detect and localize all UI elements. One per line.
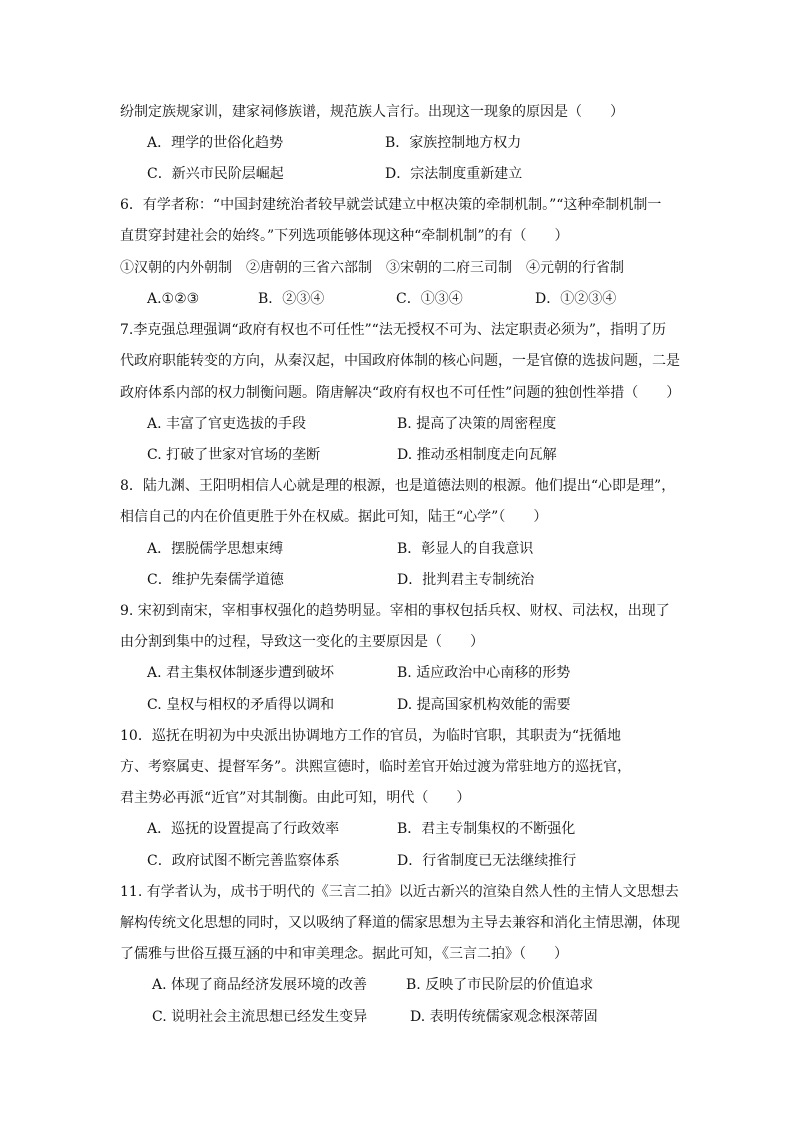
q11-option-b: B. 反映了市民阶层的价值追求	[406, 977, 594, 993]
q6-option-d: D．①②③④	[535, 291, 617, 307]
q8-stem-line-2: 相信自己的内在价值更胜于外在权威。据此可知，陆王“心学”（ ）	[120, 509, 548, 525]
q5-option-c: C．新兴市民阶层崛起	[147, 166, 284, 182]
q8-option-d: D．批判君主专制统治	[397, 572, 535, 588]
q5-stem-tail: 纷制定族规家训，建家祠修族谱，规范族人言行。出现这一现象的原因是（ ）	[120, 104, 624, 120]
q7-stem-line-1: 7.李克强总理强调“政府有权也不可任性”“法无授权不可为、法定职责必须为”，指明了历	[120, 322, 666, 338]
q9-stem-line-2: 由分割到集中的过程，导致这一变化的主要原因是（ ）	[120, 634, 484, 650]
q11-stem-line-2: 解构传统文化思想的同时，又以吸纳了释道的儒家思想为主导去兼容和消化主情思潮，体现	[120, 915, 680, 931]
q6-stem-line-1: 6．有学者称：“中国封建统治者较早就尝试建立中枢决策的牵制机制。”“这种牵制机制一	[120, 197, 662, 213]
q11-stem-line-3: 了儒雅与世俗互摄互涵的中和审美理念。据此可知，《三言二拍》（ ）	[120, 946, 568, 962]
q10-option-b: B．君主专制集权的不断强化	[397, 821, 576, 837]
q9-option-c: C. 皇权与相权的矛盾得以调和	[147, 697, 335, 713]
q6-option-a: A.①②③	[147, 291, 200, 307]
q11-stem-line-1: 11. 有学者认为，成书于明代的《三言二拍》以近古新兴的渲染自然人性的主情人文思想去	[120, 884, 679, 900]
q8-option-b: B．彰显人的自我意识	[397, 541, 534, 557]
q5-option-b: B．家族控制地方权力	[385, 135, 522, 151]
q8-stem-line-1: 8．陆九渊、王阳明相信人心就是理的根源，也是道德法则的根源。他们提出“心即是理”，	[120, 478, 676, 494]
q6-stem-line-2: 直贯穿封建社会的始终。”下列选项能够体现这种“牵制机制”的有（ ）	[120, 228, 569, 244]
q11-option-d: D. 表明传统儒家观念根深蒂固	[410, 1009, 598, 1025]
q10-option-c: C．政府试图不断完善监察体系	[147, 853, 340, 869]
q6-option-b: B．②③④	[258, 291, 325, 307]
q7-stem-line-2: 代政府职能转变的方向，从秦汉起，中国政府体制的核心问题，一是官僚的选拔问题，二是	[120, 353, 680, 369]
q7-option-c: C. 打破了世家对官场的垄断	[147, 447, 321, 463]
q9-option-a: A. 君主集权体制逐步遭到破坏	[147, 665, 335, 681]
q7-option-b: B. 提高了决策的周密程度	[397, 416, 557, 432]
q11-option-c: C. 说明社会主流思想已经发生变异	[152, 1009, 368, 1025]
q5-option-a: A．理学的世俗化趋势	[147, 135, 284, 151]
q9-stem-line-1: 9. 宋初到南宋，宰相事权强化的趋势明显。宰相的事权包括兵权、财权、司法权，出现了	[120, 603, 670, 619]
q6-option-c: C．①③④	[396, 291, 463, 307]
q8-option-c: C．维护先秦儒学道德	[147, 572, 284, 588]
q10-stem-line-2: 方、考察属吏、提督军务”。洪熙宣德时，临时差官开始过渡为常驻地方的巡抚官，	[120, 759, 632, 775]
q9-option-d: D. 提高国家机构效能的需要	[397, 697, 571, 713]
q8-option-a: A．摆脱儒学思想束缚	[147, 541, 284, 557]
q10-stem-line-1: 10．巡抚在明初为中央派出协调地方工作的官员，为临时官职，其职责为“抚循地	[120, 728, 621, 744]
q5-option-d: D．宗法制度重新建立	[385, 166, 523, 182]
q6-items: ①汉朝的内外朝制 ②唐朝的三省六部制 ③宋朝的二府三司制 ④元朝的行省制	[120, 260, 624, 276]
q10-option-a: A．巡抚的设置提高了行政效率	[147, 821, 340, 837]
q7-option-a: A. 丰富了官吏选拔的手段	[147, 416, 307, 432]
q7-stem-line-3: 政府体系内部的权力制衡问题。隋唐解决“政府有权也不可任性”问题的独创性举措（ ）	[120, 385, 681, 401]
q10-option-d: D．行省制度已无法继续推行	[397, 853, 577, 869]
q11-option-a: A. 体现了商品经济发展环境的改善	[152, 977, 368, 993]
q7-option-d: D. 推动丞相制度走向瓦解	[397, 447, 557, 463]
q10-stem-line-3: 君主势必再派“近官”对其制衡。由此可知，明代（ ）	[120, 790, 471, 806]
q9-option-b: B. 适应政治中心南移的形势	[397, 665, 571, 681]
